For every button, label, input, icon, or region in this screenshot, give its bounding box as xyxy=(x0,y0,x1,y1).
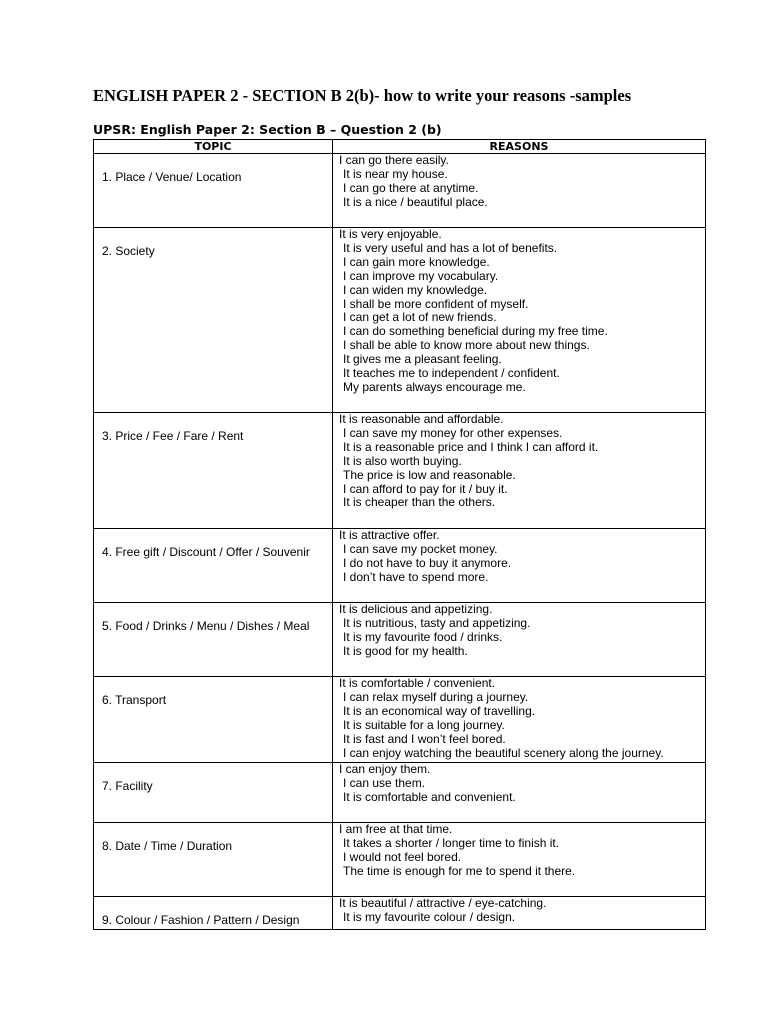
reasons-cell xyxy=(333,228,706,413)
reason-list xyxy=(333,228,705,395)
reason-item: I do not have to buy it anymore. xyxy=(343,555,512,570)
reason-item: I can relax myself during a journey. xyxy=(343,689,529,704)
reason-item: The time is enough for me to spend it there. xyxy=(343,863,576,878)
reason-list xyxy=(333,897,705,925)
table-body xyxy=(94,154,706,930)
reason-item: It is nutritious, tasty and appetizing. xyxy=(343,615,531,630)
topic-cell xyxy=(94,897,333,930)
reason-item: It is good for my health. xyxy=(343,643,468,658)
topic-label: 4. Free gift / Discount / Offer / Souvenir xyxy=(102,545,310,559)
topic-label: 1. Place / Venue/ Location xyxy=(102,170,242,184)
reason-item: It is suitable for a long journey. xyxy=(343,717,505,732)
table-header-row xyxy=(94,140,706,154)
topic-header: TOPIC xyxy=(94,140,333,154)
topic-cell xyxy=(94,154,333,228)
reason-item: It gives me a pleasant feeling. xyxy=(343,352,502,367)
reason-item: It is my favourite colour / design. xyxy=(343,909,516,924)
reasons-cell xyxy=(333,823,706,897)
reason-item: It is fast and I won’t feel bored. xyxy=(343,731,506,746)
reasons-cell xyxy=(333,529,706,603)
reason-item: I don’t have to spend more. xyxy=(343,569,489,584)
table-row xyxy=(94,677,706,763)
topic-cell xyxy=(94,529,333,603)
reason-item: It is comfortable / convenient. xyxy=(339,676,496,690)
topic-label: 3. Price / Fee / Fare / Rent xyxy=(102,429,244,443)
reason-item: It is cheaper than the others. xyxy=(343,495,496,510)
reason-item: I can get a lot of new friends. xyxy=(343,310,497,325)
topic-cell xyxy=(94,228,333,413)
reasons-cell xyxy=(333,763,706,823)
reasons-cell xyxy=(333,154,706,228)
table-row xyxy=(94,603,706,677)
reason-item: It is attractive offer. xyxy=(339,528,440,542)
reason-item: It is reasonable and affordable. xyxy=(339,412,504,426)
reason-item: It is comfortable and convenient. xyxy=(343,789,516,804)
table-row xyxy=(94,154,706,228)
reason-item: It is my favourite food / drinks. xyxy=(343,629,503,644)
table-row xyxy=(94,823,706,897)
reason-item: It is delicious and appetizing. xyxy=(339,602,493,616)
reasons-cell xyxy=(333,603,706,677)
reason-item: I shall be more confident of myself. xyxy=(343,296,529,311)
reason-item: It is very useful and has a lot of benefits. xyxy=(343,240,558,255)
topic-label: 7. Facility xyxy=(102,779,153,793)
reason-item: My parents always encourage me. xyxy=(343,379,526,394)
reason-item: It takes a shorter / longer time to finish it. xyxy=(343,835,560,850)
reason-item: I can save my pocket money. xyxy=(343,541,498,556)
topic-label: 6. Transport xyxy=(102,693,167,707)
reason-item: I can enjoy them. xyxy=(339,762,431,776)
reason-item: I can gain more knowledge. xyxy=(343,254,490,269)
reason-item: It is also worth buying. xyxy=(343,453,462,468)
reason-item: It is a nice / beautiful place. xyxy=(343,194,488,209)
topic-cell xyxy=(94,413,333,529)
reason-list xyxy=(333,154,705,210)
table-row xyxy=(94,763,706,823)
reason-item: It is an economical way of travelling. xyxy=(343,703,536,718)
page-title: ENGLISH PAPER 2 - SECTION B 2(b)- how to write your reasons -samples xyxy=(93,86,632,105)
reason-item: I can afford to pay for it / buy it. xyxy=(343,481,508,496)
reason-item: I can widen my knowledge. xyxy=(343,282,488,297)
table-row xyxy=(94,529,706,603)
topic-cell xyxy=(94,763,333,823)
reason-item: I can improve my vocabulary. xyxy=(343,268,499,283)
reason-item: I can save my money for other expenses. xyxy=(343,425,563,440)
table-row xyxy=(94,228,706,413)
topic-label: 9. Colour / Fashion / Pattern / Design xyxy=(102,913,300,927)
reason-item: It is beautiful / attractive / eye-catching. xyxy=(339,896,547,910)
reasons-header: REASONS xyxy=(333,140,706,154)
reason-item: I can go there at anytime. xyxy=(343,180,479,195)
reasons-table xyxy=(93,139,706,930)
table-subtitle: UPSR: English Paper 2: Section B – Question 2 (b) xyxy=(93,122,442,137)
reason-list xyxy=(333,529,705,585)
reason-item: It is near my house. xyxy=(343,166,448,181)
reason-item: I can use them. xyxy=(343,775,426,790)
reason-item: It teaches me to independent / confident. xyxy=(343,366,560,381)
table-row xyxy=(94,897,706,930)
topic-label: 8. Date / Time / Duration xyxy=(102,839,233,853)
reason-item: I am free at that time. xyxy=(339,822,453,836)
reason-list xyxy=(333,677,705,760)
reason-list xyxy=(333,413,705,510)
topic-label: 5. Food / Drinks / Menu / Dishes / Meal xyxy=(102,619,310,633)
reason-list xyxy=(333,823,705,879)
reasons-cell xyxy=(333,897,706,930)
topic-cell xyxy=(94,823,333,897)
topic-cell xyxy=(94,603,333,677)
reason-item: I shall be able to know more about new things. xyxy=(343,338,590,353)
reason-item: I would not feel bored. xyxy=(343,849,462,864)
reason-list xyxy=(333,603,705,659)
reason-item: I can go there easily. xyxy=(339,153,449,167)
reason-item: I can do something beneficial during my free time. xyxy=(343,324,608,339)
reason-item: The price is low and reasonable. xyxy=(343,467,516,482)
topic-label: 2. Society xyxy=(102,244,155,258)
reason-item: I can enjoy watching the beautiful scenery along the journey. xyxy=(343,745,664,760)
table-row xyxy=(94,413,706,529)
reason-item: It is very enjoyable. xyxy=(339,227,442,241)
reasons-cell xyxy=(333,677,706,763)
reason-item: It is a reasonable price and I think I can afford it. xyxy=(343,439,599,454)
reasons-cell xyxy=(333,413,706,529)
topic-cell xyxy=(94,677,333,763)
reason-list xyxy=(333,763,705,805)
